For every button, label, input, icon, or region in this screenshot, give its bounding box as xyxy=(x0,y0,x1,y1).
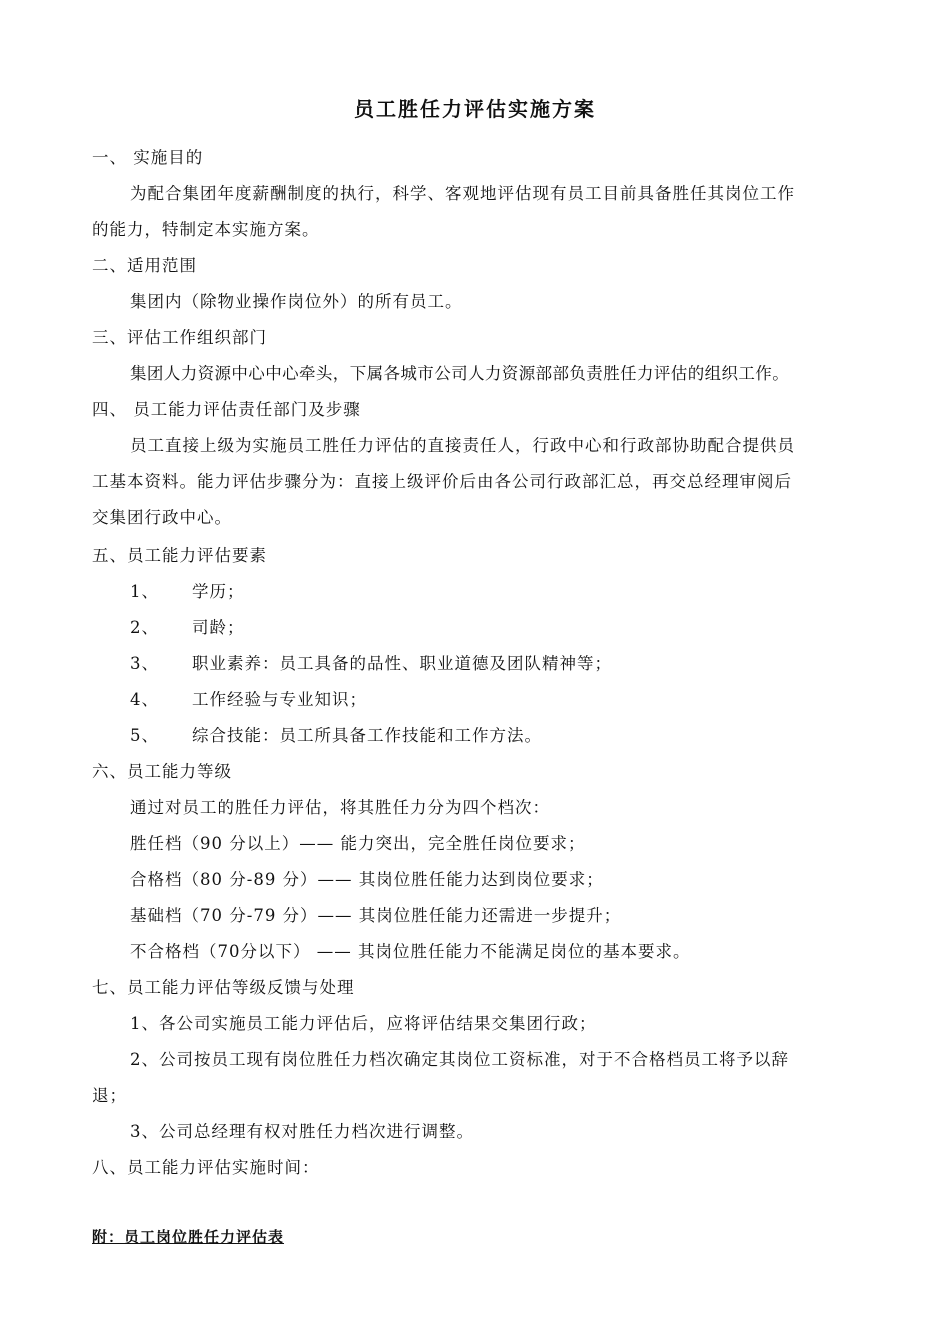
list-item: 2、 司龄； xyxy=(130,618,245,637)
level-item: 胜任档（90 分以上）—— 能力突出，完全胜任岗位要求； xyxy=(130,834,586,853)
section-1-heading: 一、 实施目的 xyxy=(92,148,204,167)
section-3-text: 集团人力资源中心中心牵头，下属各城市公司人力资源部部负责胜任力评估的组织工作。 xyxy=(130,364,790,383)
section-8-heading: 八、员工能力评估实施时间： xyxy=(92,1158,320,1177)
list-item: 4、 工作经验与专业知识； xyxy=(130,690,367,709)
section-6-heading: 六、员工能力等级 xyxy=(92,762,232,781)
page-title: 员工胜任力评估实施方案 xyxy=(354,97,596,121)
section-6-intro: 通过对员工的胜任力评估，将其胜任力分为四个档次： xyxy=(130,798,550,817)
section-4-heading: 四、 员工能力评估责任部门及步骤 xyxy=(92,400,361,419)
section-3-heading: 三、评估工作组织部门 xyxy=(92,328,267,347)
section-2-heading: 二、适用范围 xyxy=(92,256,197,275)
level-item: 基础档（70 分-79 分）—— 其岗位胜任能力还需进一步提升； xyxy=(130,906,622,925)
section-2-text: 集团内（除物业操作岗位外）的所有员工。 xyxy=(130,292,463,311)
section-5-heading: 五、员工能力评估要素 xyxy=(92,546,267,565)
section-7-item-2-cont: 退； xyxy=(92,1086,127,1105)
section-4-text: 员工直接上级为实施员工胜任力评估的直接责任人，行政中心和行政部协助配合提供员 xyxy=(130,436,795,455)
section-7-item-2: 2、公司按员工现有岗位胜任力档次确定其岗位工资标准，对于不合格档员工将予以辞 xyxy=(130,1050,789,1069)
section-1-text: 为配合集团年度薪酬制度的执行，科学、客观地评估现有员工目前具备胜任其岗位工作 xyxy=(130,184,795,203)
section-4-text-cont: 交集团行政中心。 xyxy=(92,508,232,527)
level-item: 合格档（80 分-89 分）—— 其岗位胜任能力达到岗位要求； xyxy=(130,870,604,889)
appendix-link[interactable]: 附：员工岗位胜任力评估表 xyxy=(92,1228,285,1246)
list-item: 3、 职业素养：员工具备的品性、职业道德及团队精神等； xyxy=(130,654,612,673)
section-7-item-3: 3、公司总经理有权对胜任力档次进行调整。 xyxy=(130,1122,474,1141)
section-7-item-1: 1、各公司实施员工能力评估后，应将评估结果交集团行政； xyxy=(130,1014,597,1033)
section-1-text-cont: 的能力，特制定本实施方案。 xyxy=(92,220,320,239)
list-item: 5、 综合技能：员工所具备工作技能和工作方法。 xyxy=(130,726,542,745)
level-item: 不合格档（70分以下） —— 其岗位胜任能力不能满足岗位的基本要求。 xyxy=(130,942,691,961)
section-4-text-cont: 工基本资料。能力评估步骤分为：直接上级评价后由各公司行政部汇总，再交总经理审阅后 xyxy=(92,472,792,491)
section-7-heading: 七、员工能力评估等级反馈与处理 xyxy=(92,978,355,997)
list-item: 1、 学历； xyxy=(130,582,245,601)
